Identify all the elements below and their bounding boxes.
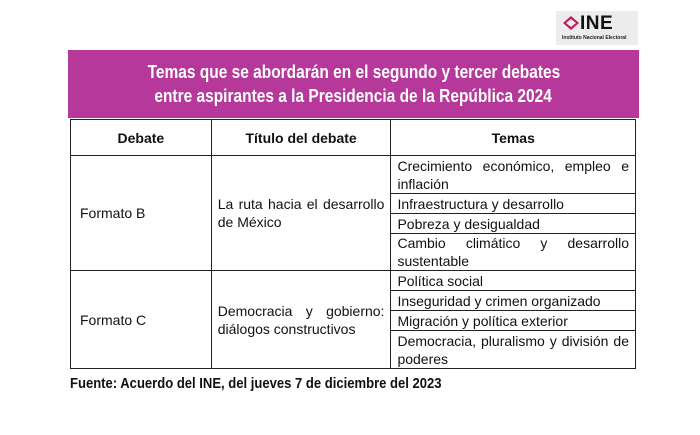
titulo-cell: Democracia y gobierno: diálogos constructivos	[211, 271, 391, 369]
source-note: Fuente: Acuerdo del INE, del jueves 7 de diciembre del 2023	[70, 375, 442, 392]
ine-logo-name: INE	[580, 13, 614, 34]
table-row	[71, 271, 636, 291]
title-line-2: entre aspirantes a la Presidencia de la República 2024	[154, 86, 553, 106]
tema-cell: Crecimiento económico, empleo e inflación	[391, 156, 636, 194]
tema-cell: Democracia, pluralismo y división de poderes	[391, 331, 636, 369]
header-titulo: Título del debate	[211, 120, 391, 156]
tema-cell: Migración y política exterior	[391, 311, 636, 331]
header-debate: Debate	[71, 120, 212, 156]
title-banner	[68, 50, 639, 118]
table-header-row	[71, 120, 636, 156]
tema-cell: Cambio climático y desarrollo sustentable	[391, 234, 636, 271]
ine-logo-icon	[562, 15, 580, 31]
tema-cell: Pobreza y desigualdad	[391, 214, 636, 234]
tema-cell: Inseguridad y crimen organizado	[391, 291, 636, 311]
debates-table	[70, 119, 636, 369]
ine-logo-subtitle: Instituto Nacional Electoral	[562, 35, 627, 41]
ine-logo	[556, 11, 638, 45]
table-row	[71, 156, 636, 194]
tema-cell: Infraestructura y desarrollo	[391, 194, 636, 214]
title-line-1: Temas que se abordarán en el segundo y tercer debates	[147, 62, 560, 82]
debate-cell: Formato B	[71, 156, 212, 271]
titulo-cell: La ruta hacia el desarrollo de México	[211, 156, 391, 271]
header-temas: Temas	[391, 120, 636, 156]
debate-cell: Formato C	[71, 271, 212, 369]
tema-cell: Política social	[391, 271, 636, 291]
